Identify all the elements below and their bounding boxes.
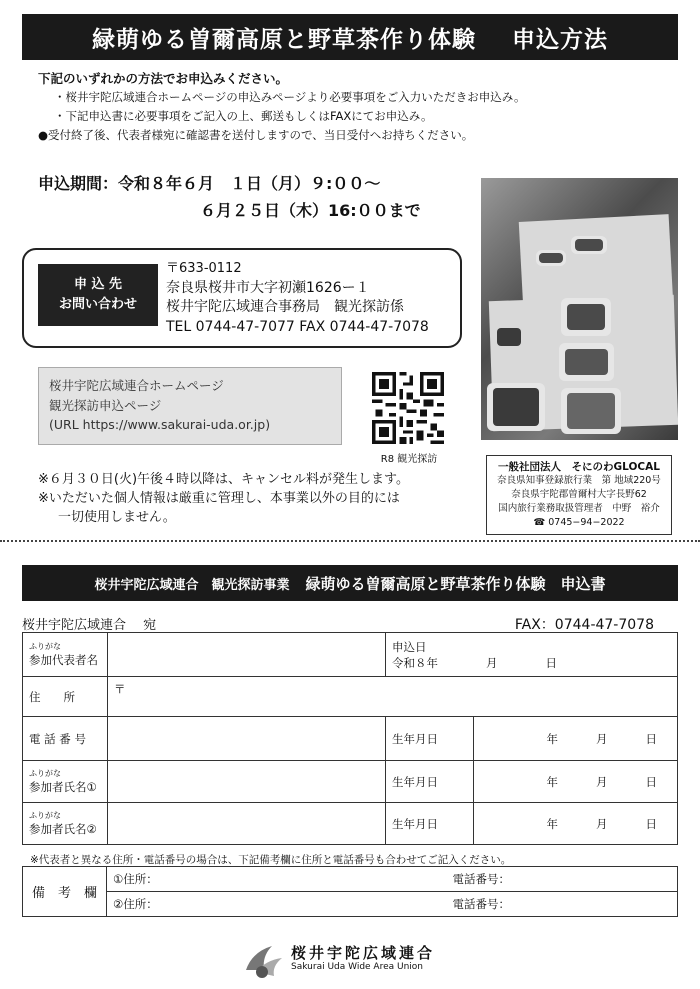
contact-address: 奈良県桜井市大字初瀬1626ー１ [166, 279, 370, 296]
birth-year: 年 [546, 774, 558, 789]
qr-caption: R8 観光探訪 [380, 454, 438, 465]
remarks-table [22, 866, 678, 917]
phone-field[interactable] [108, 717, 386, 761]
participant1-text: 参加者氏名① [29, 779, 97, 794]
union-logo-icon [242, 940, 286, 980]
remarks-tel-2[interactable] [447, 892, 678, 917]
birth-field-p2[interactable] [474, 803, 678, 845]
table-row [23, 633, 678, 677]
address-label: 住 所 [23, 677, 108, 717]
birth-day: 日 [645, 774, 657, 789]
birth-field-rep[interactable] [474, 717, 678, 761]
birth-month: 月 [596, 816, 608, 831]
page-title [22, 14, 678, 60]
birth-field-p1[interactable] [474, 761, 678, 803]
table-row [23, 761, 678, 803]
apply-date-label: 申込日 [392, 639, 427, 654]
table-row [23, 803, 678, 845]
period-line-2: ６月２５日（木）16:００まで [200, 201, 421, 220]
form-bar-left: 桜井宇陀広域連合 観光探訪事業 [94, 577, 290, 593]
remarks-addr2-label: ②住所： [113, 897, 158, 911]
contact-label-2: お問い合わせ [58, 297, 137, 312]
contact-zip: 〒633-0112 [166, 261, 242, 276]
furigana-label: ふりがな [29, 810, 61, 820]
title-main: 緑萌ゆる曽爾高原と野草茶作り体験 [92, 26, 476, 53]
rep-name-field[interactable] [108, 633, 386, 677]
rep-name-text: 参加代表者名 [29, 652, 98, 667]
address-field[interactable] [108, 677, 678, 717]
organizer-name: 一般社団法人 そにのわGLOCAL [498, 461, 660, 473]
table-row [23, 892, 678, 917]
notes-section [38, 470, 409, 527]
birth-label-p2: 生年月日 [386, 803, 474, 845]
birth-year: 年 [546, 816, 558, 831]
logo-name: 桜井宇陀広域連合 [291, 944, 436, 962]
application-form-table [22, 632, 678, 845]
apply-date-field[interactable] [386, 633, 678, 677]
remarks-address-2[interactable] [107, 892, 447, 917]
participant2-text: 参加者氏名② [29, 821, 97, 836]
zip-mark: 〒 [114, 682, 126, 696]
table-row [23, 677, 678, 717]
website-url[interactable]: (URL https://www.sakurai-uda.or.jp) [49, 417, 271, 432]
title-sub: 申込方法 [512, 26, 608, 53]
note-privacy-1: ※いただいた個人情報は厳重に管理し、本事業以外の目的には [38, 491, 400, 506]
remarks-tel1-label: 電話番号： [452, 872, 510, 886]
intro-item-mail: ・下記申込書に必要事項をご記入の上、郵送もしくはFAXにてお申込み。 [54, 109, 433, 123]
remarks-addr1-label: ①住所： [113, 872, 158, 886]
form-header-row [22, 614, 678, 633]
remarks-tel2-label: 電話番号： [452, 897, 510, 911]
birth-day: 日 [645, 816, 657, 831]
contact-office: 桜井宇陀広域連合事務局 観光探訪係 [166, 299, 404, 315]
form-recipient: 桜井宇陀広域連合 宛 [22, 618, 157, 633]
birth-day: 日 [645, 731, 657, 746]
birth-label-p1: 生年月日 [386, 761, 474, 803]
note-privacy-2: 一切使用しません。 [58, 510, 176, 525]
organizer-registration: 奈良県知事登録旅行業 第 地域220号 [497, 475, 661, 486]
qr-code-icon[interactable] [372, 372, 444, 444]
remarks-label: 備 考 欄 [23, 867, 107, 917]
apply-date-era: 令和８年 [392, 655, 438, 670]
participant1-label [23, 761, 108, 803]
note-cancel: ※６月３０日(火)午後４時以降は、キャンセル料が発生します。 [38, 472, 409, 487]
cut-line [0, 540, 700, 542]
intro-item-web: ・桜井宇陀広域連合ホームページの申込みページより必要事項をご入力いただきお申込み。 [54, 90, 526, 104]
intro-section [38, 69, 526, 145]
table-row [23, 717, 678, 761]
contact-info [166, 259, 429, 337]
rep-name-label [23, 633, 108, 677]
phone-label: 電 話 番 号 [23, 717, 108, 761]
intro-lead: 下記のいずれかの方法でお申込みください。 [38, 71, 289, 86]
contact-phone: TEL 0744-47-7077 FAX 0744-47-7078 [166, 318, 429, 335]
contact-label [38, 264, 158, 326]
application-period [38, 170, 421, 224]
form-title-bar [22, 565, 678, 601]
furigana-label: ふりがな [29, 641, 61, 651]
logo-english: Sakurai Uda Wide Area Union [291, 962, 424, 972]
participant1-field[interactable] [108, 761, 386, 803]
website-line-2: 観光探訪申込ページ [49, 397, 162, 413]
participant2-field[interactable] [108, 803, 386, 845]
organizer-manager: 国内旅行業務取扱管理者 中野 裕介 [498, 503, 660, 514]
contact-label-1: 申 込 先 [73, 277, 123, 292]
form-bar-title: 緑萌ゆる曽爾高原と野草茶作り体験 申込書 [305, 574, 606, 593]
remarks-address-1[interactable] [107, 867, 447, 892]
website-line-1: 桜井宇陀広域連合ホームページ [49, 378, 224, 393]
organizer-box [486, 455, 672, 535]
furigana-label: ふりがな [29, 768, 61, 778]
birth-label-rep: 生年月日 [386, 717, 474, 761]
website-box[interactable] [38, 367, 342, 445]
birth-month: 月 [596, 731, 608, 746]
organizer-address: 奈良県宇陀郡曽爾村大字長野62 [511, 489, 647, 500]
organizer-phone: ☎ 0745−94−2022 [533, 517, 625, 528]
table-row [23, 867, 678, 892]
intro-confirm: ●受付終了後、代表者様宛に確認書を送付しますので、当日受付へお持ちください。 [38, 128, 474, 142]
birth-month: 月 [596, 774, 608, 789]
participant2-label [23, 803, 108, 845]
form-footnote: ※代表者と異なる住所・電話番号の場合は、下記備考欄に住所と電話番号も合わせてご記入ください。 [30, 854, 512, 866]
apply-date-month: 月 [486, 655, 498, 670]
form-fax: FAX：0744-47-7078 [514, 617, 654, 633]
remarks-tel-1[interactable] [447, 867, 678, 892]
period-line-1: 申込期間：令和８年６月 １日（月）９:００～ [38, 174, 381, 193]
birth-year: 年 [546, 731, 558, 746]
apply-date-day: 日 [545, 655, 557, 670]
tea-making-photo [481, 178, 678, 440]
